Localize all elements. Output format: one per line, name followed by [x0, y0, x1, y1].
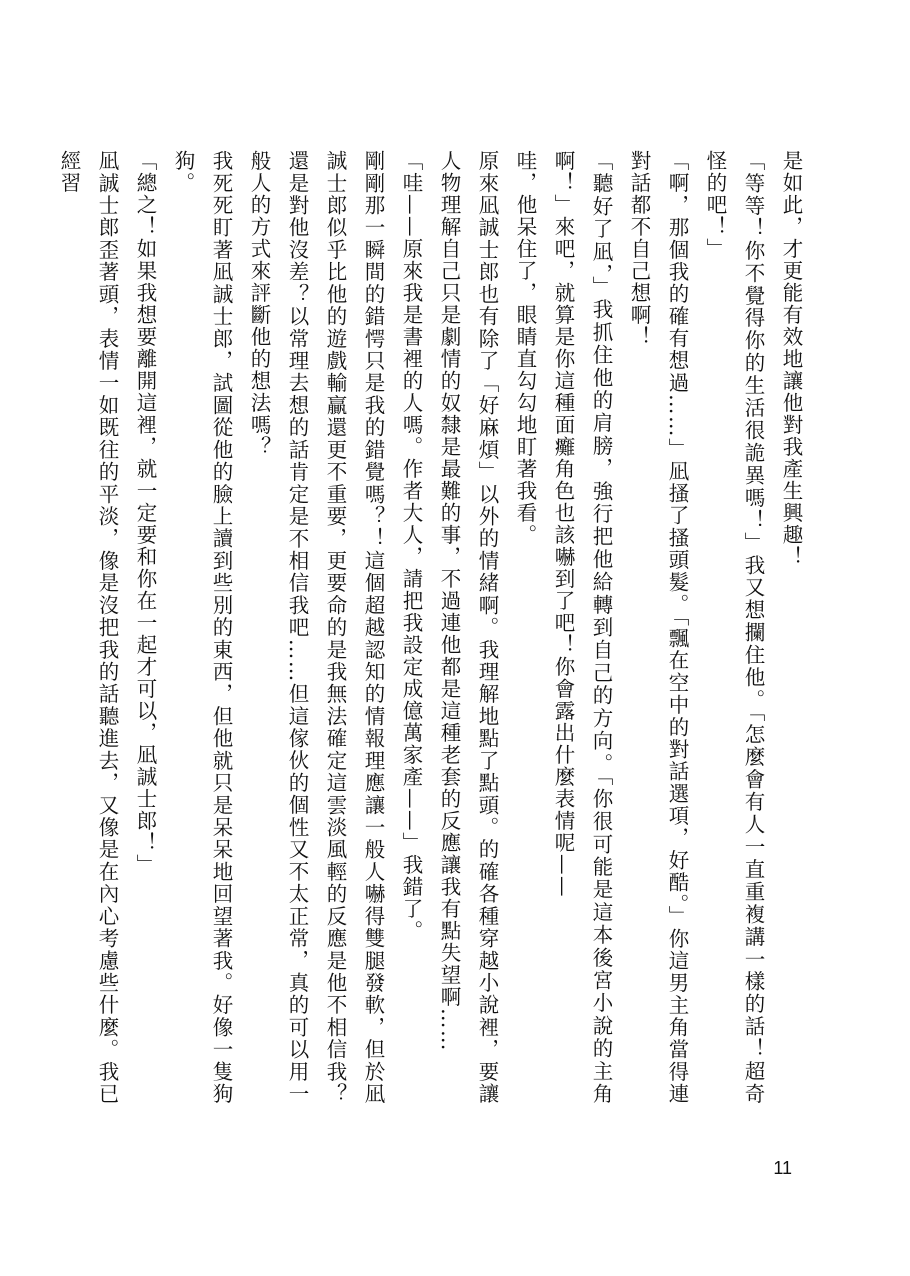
paragraph-6: 原來凪誠士郎也有除了「好麻煩」以外的情緒啊。我理解地點了點頭。的確各種穿越小說裡，要讓人物理解自己只是劇情的奴隸是最難的事，不過連他都是這種老套的反應讓我有點失望啊……	[437, 150, 499, 1105]
paragraph-9: 我死死盯著凪誠士郎，試圖從他的臉上讀到些別的東西，但他就只是呆呆地回望著我。好像一隻狗狗。	[171, 150, 233, 1105]
paragraph-11: 凪誠士郎歪著頭，表情一如既往的平淡，像是沒把我的話聽進去，又像是在內心考慮些什麼。我已經習	[57, 150, 119, 1105]
paragraph-3: 「啊，那個我的確有想過……」凪搔了搔頭髮。「飄在空中的對話選項，好酷。」你這男主角當得連對話都不自己想啊！	[627, 150, 689, 1105]
paragraph-1: 是如此，才更能有效地讓他對我產生興趣！	[779, 150, 803, 568]
paragraph-7: 「哇——原來我是書裡的人嗎。作者大人，請把我設定成億萬家產——」我錯了。	[399, 150, 423, 942]
paragraph-8: 剛剛那一瞬間的錯愕只是我的錯覺嗎？！這個超越認知的情報理應讓一般人嚇得雙腿發軟，但於凪誠士郎似乎比他的遊戲輸贏還更不重要，更要命的是我無法確定這雲淡風輕的反應是他不相信我？還是對他沒差？以常理去想的話肯定是不相信我吧……但這傢伙的個性又不太正常，真的可以用一般人的方式來評斷他的想法嗎？	[247, 150, 385, 1105]
paragraph-10: 「總之！如果我想要離開這裡，就一定要和你在一起才可以，凪誠士郎！」	[133, 150, 157, 876]
paragraph-5: 哇，他呆住了，眼睛直勾勾地盯著我看。	[513, 150, 537, 546]
page-number: 11	[773, 1158, 792, 1178]
paragraph-2: 「等等！你不覺得你的生活很詭異嗎！」我又想攔住他。「怎麼會有人一直重複講一樣的話！超奇怪的吧！」	[703, 150, 765, 1105]
vertical-body-text	[57, 150, 810, 1105]
paragraph-4: 「聽好了凪，」我抓住他的肩膀，強行把他給轉到自己的方向。「你很可能是這本後宮小說的主角啊！」來吧，就算是你這種面癱角色也該嚇到了吧！你會露出什麼表情呢——	[551, 150, 613, 1105]
